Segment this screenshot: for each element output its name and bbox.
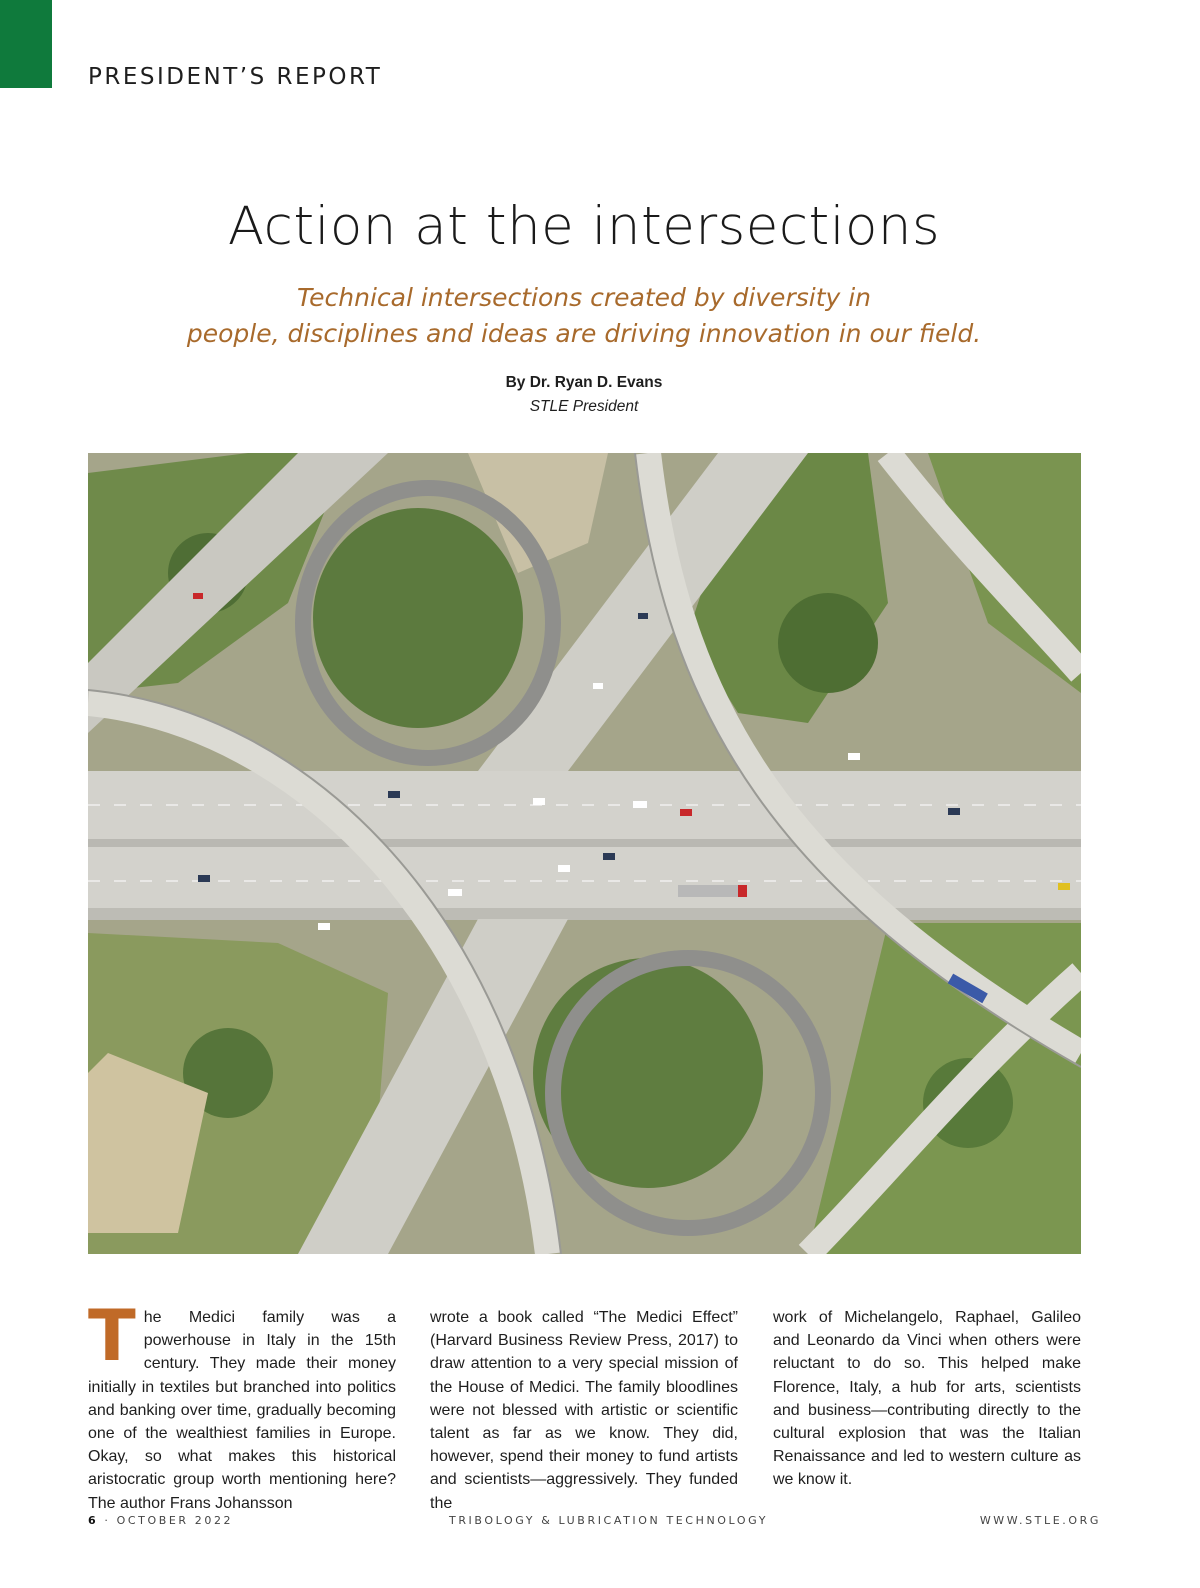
website-url: WWW.STLE.ORG: [979, 1514, 1101, 1527]
highway-interchange-illustration: [88, 453, 1081, 1254]
byline: By Dr. Ryan D. Evans: [505, 374, 663, 391]
footer-separator: ·: [104, 1514, 111, 1527]
issue-date: OCTOBER 2022: [116, 1514, 234, 1527]
deck-line-1: Technical intersections created by diversity in: [296, 283, 872, 312]
footer-folio: [88, 1514, 233, 1527]
section-label: PRESIDENT’S REPORT: [88, 64, 383, 90]
drop-cap: T: [88, 1295, 136, 1377]
body-column-2: wrote a book called “The Medici Effect” (Harvard Business Review Press, 2017) to draw attention to a very special mission of the House of Medici. The family bloodlines were not blessed with artistic or scientific talent as far as we know. They did, however, spend their money to fund artists and scientists—aggressively. They funded the: [430, 1309, 738, 1512]
section-color-tab: [0, 0, 52, 88]
article-title: Action at the intersections: [227, 196, 941, 257]
highway-interchange-photo: [88, 453, 1081, 1254]
body-column-1-text: he Medici family was a powerhouse in Italy in the 15th century. They made their money initially in textiles but branched into politics and banking over time, gradually becoming one of the wealthiest families in Europe. Okay, so what makes this historical aristocratic group worth mentioning here? The author Frans Johansson: [88, 1309, 396, 1512]
page-number: 6: [88, 1514, 99, 1527]
author-role: STLE President: [529, 398, 639, 415]
article-deck: [0, 280, 1168, 352]
deck-line-2: people, disciplines and ideas are driving innovation in our field.: [186, 319, 982, 348]
body-column-3: work of Michelangelo, Raphael, Galileo and Leonardo da Vinci when others were reluctant to do so. This helped make Florence, Italy, a hub for arts, scientists and business—contributing directly to the cultural explosion that was the Italian Renaissance and led to western culture as we know it.: [773, 1309, 1081, 1489]
body-column-1: [88, 1295, 396, 1515]
publication-name: TRIBOLOGY & LUBRICATION TECHNOLOGY: [449, 1514, 769, 1527]
main-freeway: [88, 771, 1081, 920]
